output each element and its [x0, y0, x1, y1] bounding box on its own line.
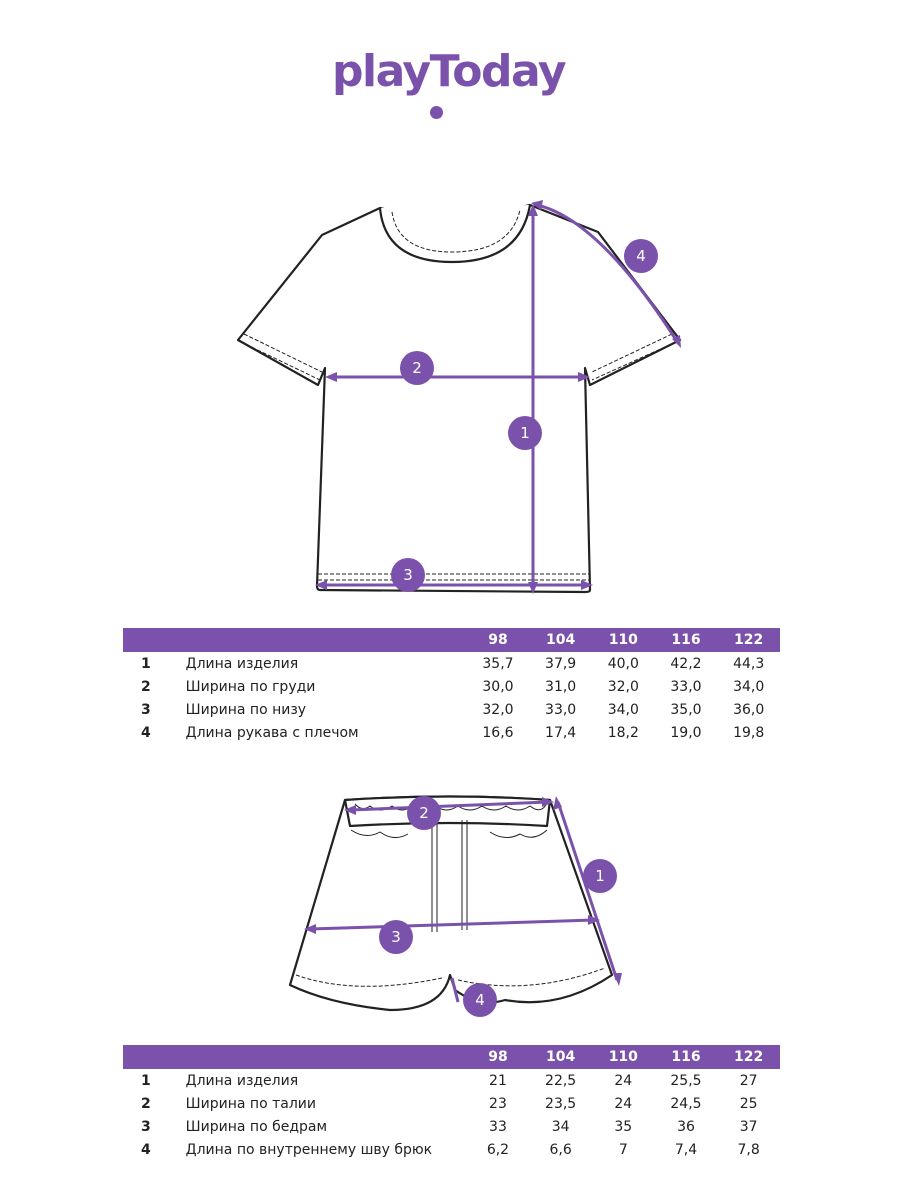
row-number: 3: [141, 1118, 151, 1135]
row-value: 36: [677, 1118, 695, 1135]
row-value: 34: [551, 1118, 570, 1135]
row-value: 7,8: [737, 1141, 760, 1158]
shorts-drawing: [0, 780, 900, 1030]
row-value: 27: [739, 1072, 758, 1089]
size-header: 98: [467, 628, 530, 652]
row-measure-name: Ширина по бедрам: [185, 1118, 328, 1135]
svg-text:2: 2: [412, 359, 422, 377]
row-value: 23,5: [545, 1095, 577, 1112]
svg-text:2: 2: [419, 804, 429, 822]
row-value: 24: [614, 1072, 633, 1089]
size-header: 122: [717, 628, 780, 652]
svg-text:3: 3: [403, 566, 413, 584]
marker-2: [400, 351, 434, 385]
row-number: 1: [141, 655, 151, 672]
row-value: 33,0: [545, 701, 577, 718]
table-row: [123, 1115, 780, 1138]
shorts-waistband: [345, 797, 550, 827]
brand-logo: playToday: [332, 46, 566, 97]
row-value: 33: [489, 1118, 507, 1135]
size-header: 116: [655, 628, 718, 652]
row-value: 19,0: [670, 724, 702, 741]
row-value: 34,0: [607, 701, 639, 718]
marker-4: [463, 983, 497, 1017]
row-value: 33,0: [670, 678, 702, 695]
tshirt-size-table: [123, 628, 780, 744]
row-value: 44,3: [733, 655, 765, 672]
row-value: 6,2: [486, 1141, 510, 1158]
table-header-row: [123, 1045, 780, 1069]
row-value: 31,0: [545, 678, 577, 695]
row-value: 21: [489, 1072, 507, 1089]
row-value: 34,0: [733, 678, 765, 695]
table-row: [123, 675, 780, 698]
row-number: 3: [141, 701, 151, 718]
row-value: 7: [618, 1141, 628, 1158]
row-measure-name: Длина рукава с плечом: [185, 724, 359, 741]
table-header-row: [123, 628, 780, 652]
shorts-size-table: [123, 1045, 780, 1161]
row-value: 42,2: [670, 655, 702, 672]
row-value: 17,4: [545, 724, 577, 741]
row-value: 22,5: [545, 1072, 577, 1089]
row-value: 18,2: [607, 724, 639, 741]
marker-3: [379, 920, 413, 954]
row-value: 32,0: [482, 701, 514, 718]
svg-text:1: 1: [520, 424, 530, 442]
table-row: [123, 1069, 780, 1092]
row-value: 16,6: [482, 724, 514, 741]
marker-3: [391, 558, 425, 592]
table-row: [123, 652, 780, 675]
row-value: 19,8: [733, 724, 765, 741]
row-measure-name: Длина изделия: [185, 1072, 299, 1089]
svg-text:1: 1: [595, 867, 605, 885]
row-value: 40,0: [607, 655, 639, 672]
row-number: 4: [141, 1141, 151, 1158]
row-value: 23: [489, 1095, 507, 1112]
row-value: 37: [739, 1118, 758, 1135]
row-value: 24: [614, 1095, 633, 1112]
shorts-outline: [290, 797, 612, 1011]
marker-1: [583, 859, 617, 893]
logo-dot: [430, 106, 443, 119]
row-value: 24,5: [670, 1095, 702, 1112]
row-number: 1: [141, 1072, 151, 1089]
svg-text:4: 4: [475, 991, 485, 1009]
size-header: 116: [655, 1045, 718, 1069]
row-number: 4: [141, 724, 151, 741]
row-value: 7,4: [674, 1141, 698, 1158]
marker-4: [624, 239, 658, 273]
marker-1: [508, 416, 542, 450]
size-header: 98: [467, 1045, 530, 1069]
row-value: 30,0: [482, 678, 514, 695]
row-value: 35: [614, 1118, 633, 1135]
row-value: 32,0: [607, 678, 639, 695]
row-measure-name: Длина по внутреннему шву брюк: [185, 1141, 433, 1158]
size-header: 104: [529, 1045, 592, 1069]
marker-2: [407, 796, 441, 830]
size-header: 110: [592, 628, 655, 652]
row-value: 25,5: [670, 1072, 702, 1089]
row-value: 36,0: [733, 701, 765, 718]
row-number: 2: [141, 1095, 151, 1112]
row-value: 35,0: [670, 701, 702, 718]
row-measure-name: Ширина по низу: [185, 701, 307, 718]
table-row: [123, 1138, 780, 1161]
svg-text:4: 4: [636, 247, 646, 265]
row-value: 6,6: [549, 1141, 572, 1158]
tshirt-drawing: [0, 180, 900, 610]
row-value: 25: [739, 1095, 758, 1112]
row-measure-name: Длина изделия: [185, 655, 299, 672]
row-number: 2: [141, 678, 151, 695]
table-row: [123, 721, 780, 744]
size-header: 110: [592, 1045, 655, 1069]
size-header: 104: [529, 628, 592, 652]
svg-text:3: 3: [391, 928, 401, 946]
row-measure-name: Ширина по груди: [185, 678, 316, 695]
row-measure-name: Ширина по талии: [185, 1095, 316, 1112]
row-value: 35,7: [482, 655, 514, 672]
tshirt-outline: [238, 205, 680, 592]
table-row: [123, 698, 780, 721]
table-row: [123, 1092, 780, 1115]
size-header: 122: [717, 1045, 780, 1069]
row-value: 37,9: [545, 655, 577, 672]
